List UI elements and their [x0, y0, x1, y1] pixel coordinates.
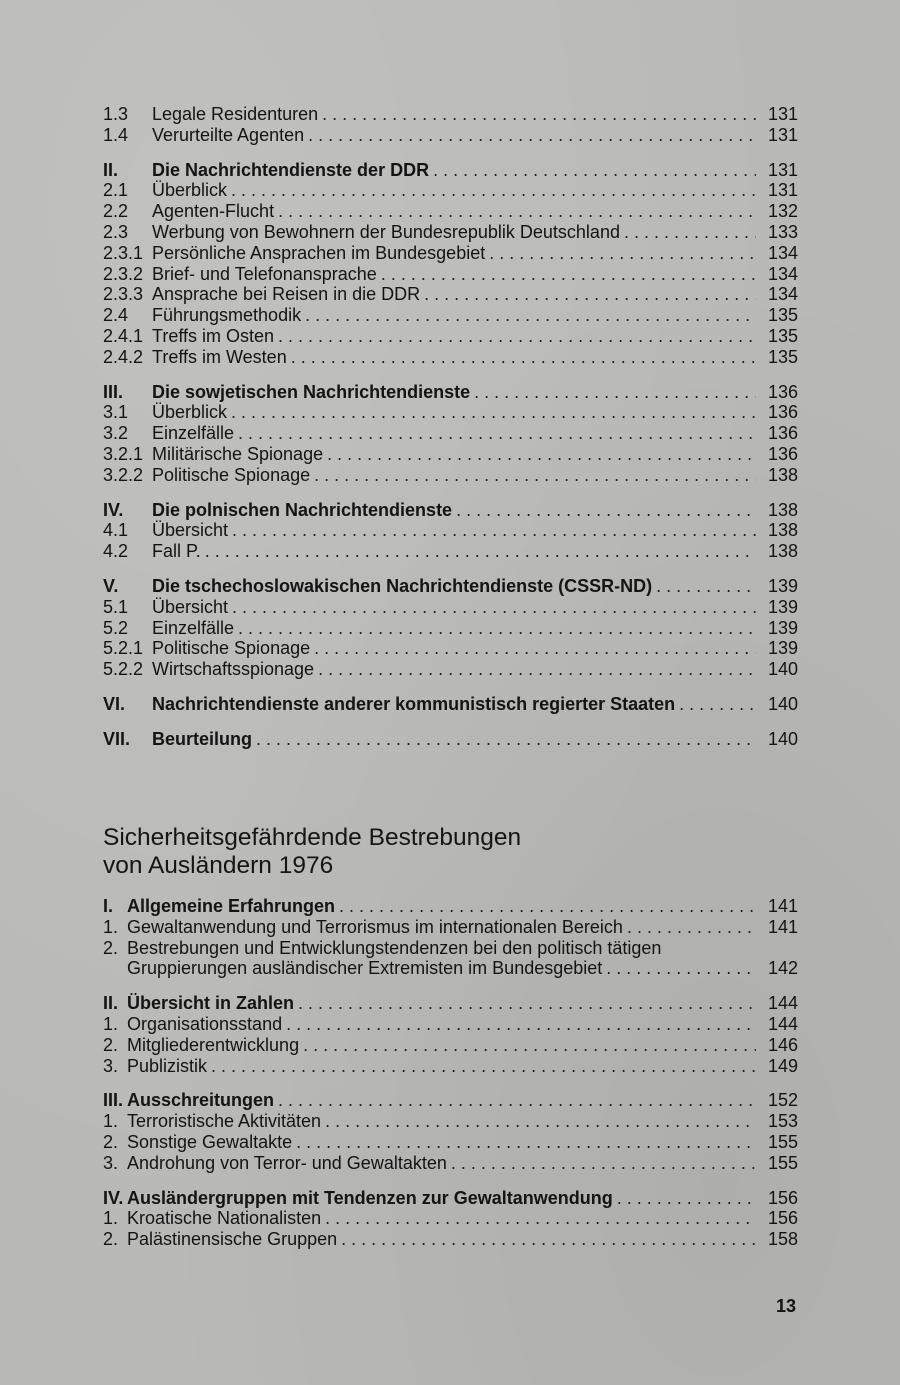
toc-entry-title: Fall P. — [152, 541, 201, 562]
toc-entry-title: Überblick — [152, 402, 228, 423]
toc-entry — [103, 222, 798, 243]
toc-entry-page: 138 — [767, 499, 798, 520]
toc-dot-leader — [305, 305, 756, 326]
toc-entry-number: II. — [103, 159, 119, 180]
toc-entry-number: 5.2.1 — [103, 638, 144, 659]
toc-dot-leader — [296, 1132, 756, 1153]
toc-entry-number: III. — [103, 1090, 124, 1111]
toc-entry — [103, 243, 798, 264]
toc-dot-leader — [325, 1208, 756, 1229]
toc-entry-title: Nachrichtendienste anderer kommunistisch regierter Staaten — [152, 693, 676, 714]
toc-entry-number: 3.2.1 — [103, 443, 144, 464]
toc-entry-title: Treffs im Westen — [152, 346, 287, 367]
toc-entry-title: Die sowjetischen Nachrichtendienste — [152, 381, 471, 402]
toc-entry-title: Die Nachrichtendienste der DDR — [152, 159, 430, 180]
toc-entry-page: 144 — [767, 993, 798, 1014]
toc-entry-title: Die polnischen Nachrichtendienste — [152, 499, 453, 520]
toc-dot-leader — [291, 347, 756, 368]
toc-entry-page: 140 — [767, 728, 798, 749]
toc-entry-page: 136 — [767, 381, 798, 402]
toc-entry-title: Ausschreitungen — [127, 1090, 275, 1111]
toc-entry-title: Verurteilte Agenten — [152, 124, 305, 145]
toc-entry-number: IV. — [103, 499, 124, 520]
toc-spacer — [103, 146, 798, 160]
toc-entry — [103, 958, 798, 979]
toc-entry-number: 1. — [103, 1208, 119, 1229]
toc-entry-number: V. — [103, 575, 119, 596]
toc-entry-title: Werbung von Bewohnern der Bundesrepublik Deutschland — [152, 221, 620, 242]
toc-dot-leader — [339, 896, 756, 917]
toc-heading-entry — [103, 1090, 798, 1111]
toc-heading-entry — [103, 500, 798, 521]
toc-entry-title: Gewaltanwendung und Terrorismus im internationalen Bereich — [127, 916, 623, 937]
toc-entry — [103, 305, 798, 326]
toc-entry-page: 149 — [767, 1055, 798, 1076]
toc-entry-page: 136 — [767, 423, 798, 444]
toc-entry-number: 2.3.3 — [103, 284, 144, 305]
toc-dot-leader — [318, 659, 756, 680]
toc-entry-page: 155 — [767, 1152, 798, 1173]
toc-spacer — [103, 680, 798, 694]
toc-entry-page: 141 — [767, 896, 798, 916]
toc-entry-title: Androhung von Terror- und Gewaltakten — [127, 1152, 447, 1173]
toc-entry-page: 156 — [767, 1187, 798, 1208]
toc-entry — [103, 264, 798, 285]
toc-entry-title: Politische Spionage — [152, 464, 311, 485]
toc-heading-entry — [103, 729, 798, 750]
toc-dot-leader — [474, 382, 756, 403]
toc-entry-page: 156 — [767, 1208, 798, 1229]
toc-entry-number: 1. — [103, 1013, 119, 1034]
toc-entry-number: 2.1 — [103, 180, 129, 201]
toc-entry-title: Ausländergruppen mit Tendenzen zur Gewaltanwendung — [127, 1187, 613, 1208]
toc-dot-leader — [238, 423, 756, 444]
toc-dot-leader — [327, 444, 756, 465]
toc-heading-entry — [103, 694, 798, 715]
toc-entry-title: Agenten-Flucht — [152, 201, 275, 222]
toc-entry-page: 131 — [767, 124, 798, 145]
toc-spacer — [103, 715, 798, 729]
toc-entry-title: Palästinensische Gruppen — [127, 1229, 338, 1250]
toc-entry-page: 132 — [767, 201, 798, 222]
toc-entry-number: 3.2 — [103, 423, 129, 444]
toc-entry-number: 2.3.1 — [103, 242, 144, 263]
page-number: 13 — [775, 1296, 796, 1316]
toc-entry-title: Mitgliederentwicklung — [127, 1034, 300, 1055]
toc-spacer — [103, 1174, 798, 1188]
toc-entry-title: Treffs im Osten — [152, 325, 275, 346]
toc-entry — [103, 917, 798, 938]
toc-entry-title: Die tschechoslowakischen Nachrichtendienste (CSSR-ND) — [152, 575, 653, 596]
toc-heading-entry — [103, 382, 798, 403]
toc-entry-title: Wirtschaftsspionage — [152, 659, 315, 680]
toc-entry-title: Legale Residenturen — [152, 104, 319, 124]
toc-entry-number: 4.2 — [103, 541, 129, 562]
toc-entry-title: Übersicht — [152, 520, 229, 541]
toc-heading-entry — [103, 993, 798, 1014]
toc-dot-leader — [314, 638, 756, 659]
toc-entry-page: 133 — [767, 221, 798, 242]
toc-entry-title: Terroristische Aktivitäten — [127, 1111, 322, 1132]
toc-entry-number: 1. — [103, 916, 119, 937]
toc-entry-page: 138 — [767, 464, 798, 485]
toc-entry-page: 139 — [767, 638, 798, 659]
toc-entry-page: 138 — [767, 520, 798, 541]
toc-entry-page: 138 — [767, 541, 798, 562]
toc-spacer — [103, 562, 798, 576]
toc-entry — [103, 201, 798, 222]
toc-entry — [103, 1132, 798, 1153]
toc-entry-number: 2.4.1 — [103, 325, 144, 346]
toc-entry — [103, 423, 798, 444]
toc-dot-leader — [211, 1056, 756, 1077]
toc-entry — [103, 1056, 798, 1077]
toc-entry-page: 141 — [767, 916, 798, 937]
toc-dot-leader — [256, 729, 756, 750]
toc-entry-title: Allgemeine Erfahrungen — [127, 896, 336, 916]
toc-entry-title: Brief- und Telefonansprache — [152, 263, 377, 284]
toc-entry-number: 1.3 — [103, 104, 129, 124]
toc-entry-page: 153 — [767, 1111, 798, 1132]
toc-dot-leader — [489, 243, 756, 264]
toc-entry — [103, 520, 798, 541]
toc-entry-page: 139 — [767, 617, 798, 638]
toc-dot-leader — [617, 1188, 756, 1209]
toc-dot-leader — [232, 520, 756, 541]
toc-dot-leader — [278, 1090, 756, 1111]
toc-dot-leader — [325, 1111, 756, 1132]
toc-entry-number: 2.3.2 — [103, 263, 144, 284]
toc-entry-number: 5.2.2 — [103, 659, 144, 680]
toc-dot-leader — [424, 284, 756, 305]
toc-entry-number: III. — [103, 381, 124, 402]
toc-entry-title: Einzelfälle — [152, 423, 235, 444]
toc-entry — [103, 465, 798, 486]
toc-spacer — [103, 486, 798, 500]
toc-entry-title: Überblick — [152, 180, 228, 201]
toc-entry-title: Persönliche Ansprachen im Bundesgebiet — [152, 242, 486, 263]
toc-dot-leader — [278, 201, 756, 222]
toc-dot-leader — [278, 326, 756, 347]
toc-entry-page: 131 — [767, 159, 798, 180]
toc-entry-page: 139 — [767, 596, 798, 617]
toc-entry — [103, 284, 798, 305]
toc-entry — [103, 1229, 798, 1250]
toc-entry-page: 134 — [767, 284, 798, 305]
toc-dot-leader — [451, 1153, 756, 1174]
toc-dot-leader — [314, 465, 756, 486]
toc-heading-entry — [103, 160, 798, 181]
toc-entry-page: 140 — [767, 659, 798, 680]
toc-dot-leader — [238, 618, 756, 639]
toc-entry-page: 139 — [767, 575, 798, 596]
toc-entry-page: 135 — [767, 305, 798, 326]
toc-entry-page: 152 — [767, 1090, 798, 1111]
toc-entry-page: 142 — [767, 958, 798, 979]
toc-dot-leader — [231, 402, 756, 423]
toc-entry-number: 1.4 — [103, 124, 129, 145]
toc-entry-title: Führungsmethodik — [152, 305, 302, 326]
toc-dot-leader — [205, 541, 756, 562]
toc-entry — [103, 618, 798, 639]
toc-entry-page: 134 — [767, 263, 798, 284]
toc-entry-number: 2.4 — [103, 305, 129, 326]
toc-dot-leader — [656, 576, 756, 597]
toc-dot-leader — [381, 264, 756, 285]
toc-entry-title: Organisationsstand — [127, 1013, 283, 1034]
toc-entry — [103, 1153, 798, 1174]
toc-dot-leader — [624, 222, 756, 243]
toc-entry-title: Ansprache bei Reisen in die DDR — [152, 284, 421, 305]
toc-entry-page: 135 — [767, 325, 798, 346]
toc-entry-number: 3.1 — [103, 402, 129, 423]
toc-entry-number: VII. — [103, 728, 131, 749]
toc-entry — [103, 347, 798, 368]
toc-heading-entry — [103, 576, 798, 597]
toc-entry-number: II. — [103, 993, 119, 1014]
toc-entry-title: Übersicht in Zahlen — [127, 993, 295, 1014]
toc-dot-leader — [606, 958, 756, 979]
toc-entry-number: 2.3 — [103, 221, 129, 242]
toc-entry — [103, 638, 798, 659]
toc-entry — [103, 1035, 798, 1056]
toc-spacer — [103, 1076, 798, 1090]
toc-entry-number: 5.1 — [103, 596, 129, 617]
toc-entry — [103, 125, 798, 146]
toc-dot-leader — [231, 180, 756, 201]
toc-entry-page: 136 — [767, 443, 798, 464]
toc-dot-leader — [308, 125, 756, 146]
section-heading-line-2: von Ausländern 1976 — [103, 852, 334, 879]
toc-entry — [103, 1208, 798, 1229]
toc-entry — [103, 1014, 798, 1035]
toc-entry — [103, 444, 798, 465]
toc-heading-entry — [103, 896, 798, 917]
toc-entry — [103, 1111, 798, 1132]
toc-dot-leader — [286, 1014, 756, 1035]
toc-entry-number: 4.1 — [103, 520, 129, 541]
table-of-contents-part-2 — [103, 896, 798, 1250]
toc-entry-number: 3. — [103, 1055, 119, 1076]
toc-entry-page: 131 — [767, 180, 798, 201]
toc-dot-leader — [433, 160, 756, 181]
toc-dot-leader — [456, 500, 756, 521]
toc-dot-leader — [298, 993, 756, 1014]
toc-entry-number: 3.2.2 — [103, 464, 144, 485]
toc-entry-number: I. — [103, 896, 114, 916]
toc-entry-number: 2. — [103, 1034, 119, 1055]
toc-entry-title: Bestrebungen und Entwicklungstendenzen bei den politisch tätigen — [127, 937, 662, 958]
toc-dot-leader — [627, 917, 756, 938]
toc-entry-title: Beurteilung — [152, 728, 253, 749]
toc-dot-leader — [679, 694, 756, 715]
toc-entry-page: 146 — [767, 1034, 798, 1055]
table-of-contents-part-1 — [103, 104, 798, 750]
toc-entry — [103, 659, 798, 680]
toc-entry — [103, 402, 798, 423]
toc-entry-title: Politische Spionage — [152, 638, 311, 659]
toc-entry-page: 158 — [767, 1229, 798, 1250]
toc-dot-leader — [303, 1035, 756, 1056]
toc-entry-title: Einzelfälle — [152, 617, 235, 638]
toc-entry-number: 2. — [103, 1229, 119, 1250]
toc-entry-number: 2.2 — [103, 201, 129, 222]
toc-entry-page: 135 — [767, 346, 798, 367]
toc-entry — [103, 541, 798, 562]
toc-entry — [103, 180, 798, 201]
toc-heading-entry — [103, 1188, 798, 1209]
toc-entry-title: Übersicht — [152, 596, 229, 617]
section-heading-line-1: Sicherheitsgefährdende Bestrebungen — [103, 824, 522, 851]
toc-entry-number: 5.2 — [103, 617, 129, 638]
toc-dot-leader — [322, 104, 756, 125]
toc-entry — [103, 597, 798, 618]
toc-entry-page: 144 — [767, 1013, 798, 1034]
toc-entry-page: 155 — [767, 1131, 798, 1152]
toc-entry-title: Sonstige Gewaltakte — [127, 1131, 293, 1152]
toc-entry-number: VI. — [103, 693, 126, 714]
toc-entry-page: 136 — [767, 402, 798, 423]
toc-entry-number: 1. — [103, 1111, 119, 1132]
toc-entry-number: IV. — [103, 1187, 124, 1208]
toc-entry-number: 3. — [103, 1152, 119, 1173]
toc-entry-page: 131 — [767, 104, 798, 124]
toc-entry — [103, 938, 798, 959]
toc-spacer — [103, 368, 798, 382]
toc-entry-title: Militärische Spionage — [152, 443, 324, 464]
toc-entry-title: Gruppierungen ausländischer Extremisten im Bundesgebiet — [127, 958, 603, 979]
toc-entry-page: 134 — [767, 242, 798, 263]
toc-entry — [103, 104, 798, 125]
toc-dot-leader — [232, 597, 756, 618]
toc-entry-title: Kroatische Nationalisten — [127, 1208, 322, 1229]
toc-entry-number: 2. — [103, 937, 119, 958]
toc-dot-leader — [341, 1229, 756, 1250]
section-heading — [103, 824, 521, 880]
toc-entry — [103, 326, 798, 347]
toc-entry-title: Publizistik — [127, 1055, 208, 1076]
toc-entry-page: 140 — [767, 693, 798, 714]
toc-entry-number: 2. — [103, 1131, 119, 1152]
toc-entry-number: 2.4.2 — [103, 346, 144, 367]
toc-spacer — [103, 979, 798, 993]
